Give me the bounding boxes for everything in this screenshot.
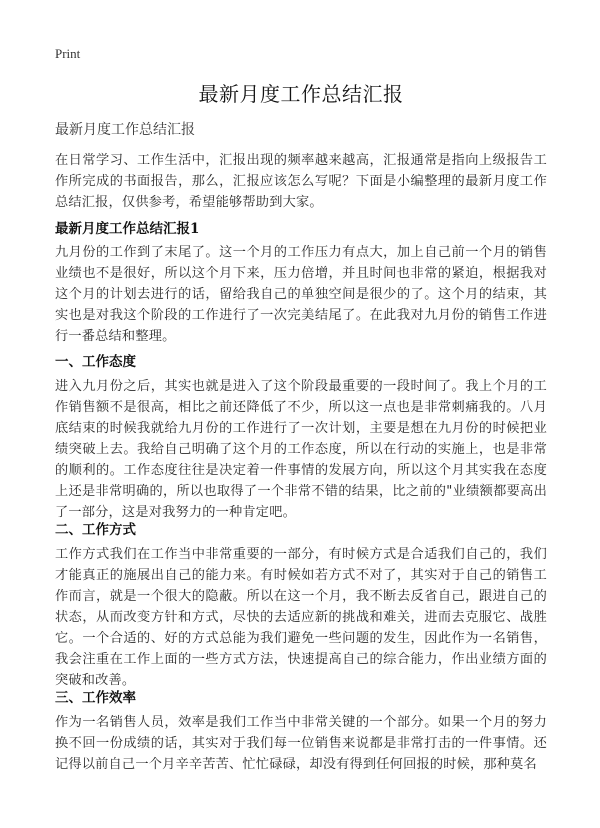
print-label[interactable]: Print: [55, 46, 81, 61]
paragraph-work-method: 工作方式我们在工作当中非常重要的一部分，有时候方式是合适我们自己的，我们才能真正的施展出自己的能力来。有时候如若方式不对了，其实对于自己的销售工作而言，就是一个很大的隐蔽。所以在这一个月，我不断去反省自己，跟进自己的状态，从而改变方针和方式，尽快的去适应新的挑战和难关，进而去克服它、战胜它。一个合适的、好的方式总能为我们避免一些问题的发生，因此作为一名销售，我会注重在工作上面的一些方式方法，快速提高自己的综合能力，作出业绩方面的突破和改善。: [55, 547, 547, 688]
intro-paragraph: 在日常学习、工作生活中，汇报出现的频率越来越高，汇报通常是指向上级报告工作所完成的书面报告，那么，汇报应该怎么写呢？下面是小编整理的最新月度工作总结汇报，仅供参考，希望能够帮助到大家。: [55, 153, 547, 210]
heading-work-method: 二、工作方式: [55, 522, 136, 538]
document-subtitle: 最新月度工作总结汇报: [55, 122, 195, 138]
section-intro-paragraph: 九月份的工作到了末尾了。这一个月的工作压力有点大，加上自己前一个月的销售业绩也不是很好，所以这个月下来，压力倍增，并且时间也非常的紧迫，根据我对这个月的计划去进行的话，留给我自己的单独空间是很少的了。这个月的结束，其实也是对我这个阶段的工作进行了一次完美结尾了。在此我对九月份的销售工作进行一番总结和整理。: [55, 245, 547, 344]
document-title: 最新月度工作总结汇报: [198, 82, 404, 106]
section-title: 最新月度工作总结汇报1: [55, 221, 200, 237]
heading-work-efficiency: 三、工作效率: [55, 690, 136, 706]
heading-work-attitude: 一、工作态度: [55, 354, 136, 370]
paragraph-work-attitude: 进入九月份之后，其实也就是进入了这个阶段最重要的一段时间了。我上个月的工作销售额不是很高，相比之前还降低了不少，所以这一点也是非常刺痛我的。八月底结束的时候我就给九月份的工作进行了一次计划，主要是想在九月份的时候把业绩突破上去。我给自己明确了这个月的工作态度，所以在行动的实施上，也是非常的顺利的。工作态度往往是决定着一件事情的发展方向，所以这个月其实我在态度上还是非常明确的，所以也取得了一个非常不错的结果，比之前的"业绩额都要高出了一部分，这是对我努力的一种肯定吧。: [55, 379, 547, 520]
paragraph-work-efficiency: 作为一名销售人员，效率是我们工作当中非常关键的一个部分。如果一个月的努力换不回一份成绩的话，其实对于我们每一位销售来说都是非常打击的一件事情。还记得以前自己一个月辛辛苦苦、忙忙碌碌，却没有得到任何回报的时候，那种莫名: [55, 715, 547, 772]
